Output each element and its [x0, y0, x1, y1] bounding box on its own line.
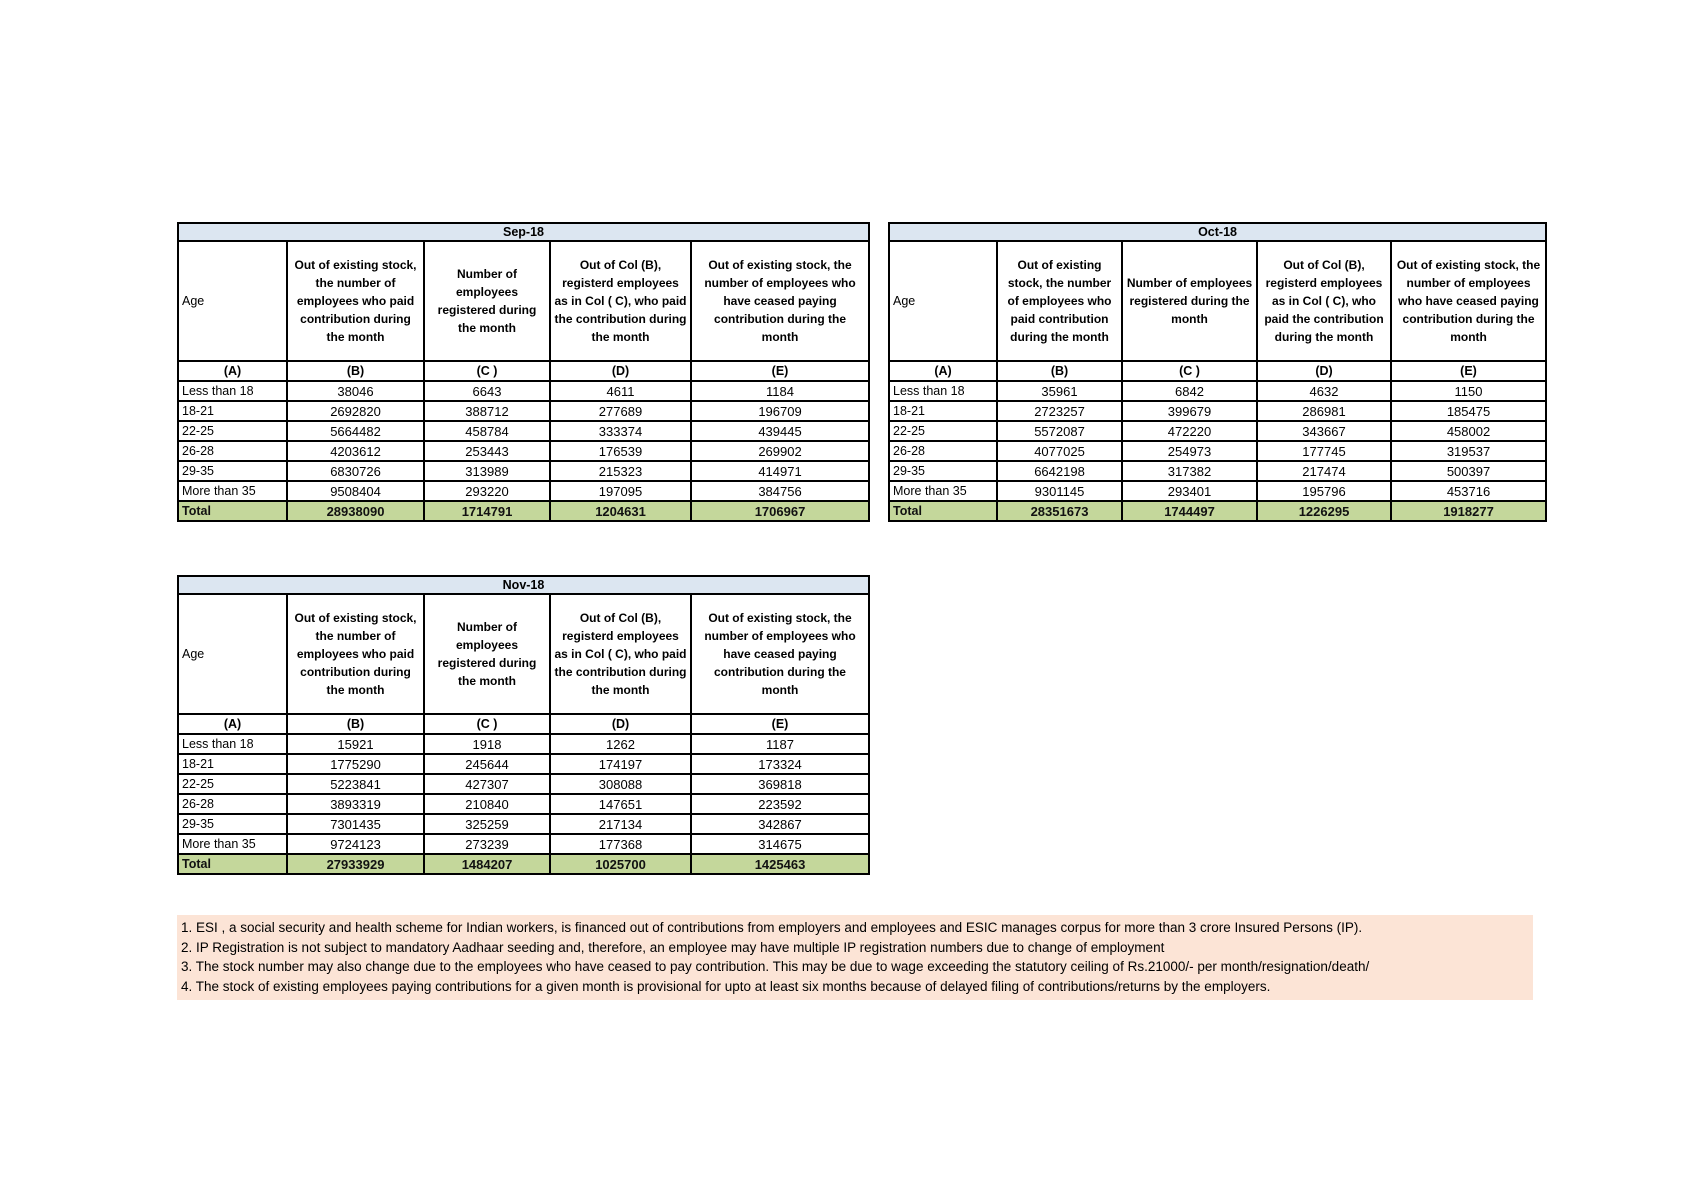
- total-cell: 1744497: [1122, 501, 1257, 521]
- value-cell: 173324: [691, 754, 869, 774]
- value-cell: 38046: [287, 381, 424, 401]
- value-cell: 9724123: [287, 834, 424, 854]
- age-cell: 18-21: [178, 754, 287, 774]
- value-cell: 176539: [550, 441, 691, 461]
- table-row: [178, 481, 869, 501]
- total-cell: 28938090: [287, 501, 424, 521]
- col-letter-b: (B): [287, 361, 424, 381]
- value-cell: 6642198: [997, 461, 1122, 481]
- value-cell: 217474: [1257, 461, 1391, 481]
- value-cell: 5572087: [997, 421, 1122, 441]
- value-cell: 414971: [691, 461, 869, 481]
- age-cell: More than 35: [178, 834, 287, 854]
- table-title: Nov-18: [178, 576, 869, 594]
- note-line-1: 1. ESI , a social security and health scheme for Indian workers, is financed out of contributions from employers and employees and ESIC manages corpus for more than 3 crore Insured Persons (IP).: [181, 920, 1363, 935]
- value-cell: 245644: [424, 754, 550, 774]
- table-row: [178, 421, 869, 441]
- col-letter-d: (D): [550, 361, 691, 381]
- col-letter-a: (A): [178, 361, 287, 381]
- note-line-2: 2. IP Registration is not subject to mandatory Aadhaar seeding and, therefore, an employee may have multiple IP registration numbers due to change of employment: [181, 939, 1165, 955]
- table-row: [178, 381, 869, 401]
- age-cell: 29-35: [178, 461, 287, 481]
- table-row: [889, 481, 1546, 501]
- value-cell: 215323: [550, 461, 691, 481]
- value-cell: 15921: [287, 734, 424, 754]
- value-cell: 325259: [424, 814, 550, 834]
- total-label: Total: [178, 501, 287, 521]
- value-cell: 313989: [424, 461, 550, 481]
- table-row: [889, 421, 1546, 441]
- col-letter-e: (E): [1391, 361, 1546, 381]
- value-cell: 35961: [997, 381, 1122, 401]
- col-letter-a: (A): [178, 714, 287, 734]
- col-header-c: Number of employees registered during the month: [424, 594, 550, 714]
- value-cell: 185475: [1391, 401, 1546, 421]
- total-cell: 1025700: [550, 854, 691, 874]
- value-cell: 293220: [424, 481, 550, 501]
- col-header-c: Number of employees registered during the month: [424, 241, 550, 361]
- value-cell: 174197: [550, 754, 691, 774]
- table-row: [178, 401, 869, 421]
- table-row: [889, 441, 1546, 461]
- age-cell: 18-21: [889, 401, 997, 421]
- value-cell: 9301145: [997, 481, 1122, 501]
- value-cell: 273239: [424, 834, 550, 854]
- value-cell: 197095: [550, 481, 691, 501]
- age-cell: 18-21: [178, 401, 287, 421]
- value-cell: 223592: [691, 794, 869, 814]
- value-cell: 5223841: [287, 774, 424, 794]
- age-cell: Less than 18: [178, 381, 287, 401]
- age-cell: 29-35: [889, 461, 997, 481]
- col-header-age: Age: [178, 241, 287, 361]
- age-cell: More than 35: [178, 481, 287, 501]
- col-header-b: Out of existing stock, the number of employees who paid contribution during the month: [287, 594, 424, 714]
- table-row: [178, 441, 869, 461]
- value-cell: 6643: [424, 381, 550, 401]
- age-cell: 29-35: [178, 814, 287, 834]
- value-cell: 253443: [424, 441, 550, 461]
- value-cell: 319537: [1391, 441, 1546, 461]
- total-cell: 1226295: [1257, 501, 1391, 521]
- total-label: Total: [889, 501, 997, 521]
- table-row: [178, 734, 869, 754]
- value-cell: 293401: [1122, 481, 1257, 501]
- age-cell: Less than 18: [889, 381, 997, 401]
- table-row: [889, 461, 1546, 481]
- col-letter-e: (E): [691, 361, 869, 381]
- value-cell: 4077025: [997, 441, 1122, 461]
- col-header-c: Number of employees registered during the month: [1122, 241, 1257, 361]
- value-cell: 388712: [424, 401, 550, 421]
- sep-18-table: [177, 222, 870, 522]
- total-row: [889, 501, 1546, 521]
- value-cell: 2692820: [287, 401, 424, 421]
- value-cell: 1262: [550, 734, 691, 754]
- value-cell: 472220: [1122, 421, 1257, 441]
- note-line-3: 3. The stock number may also change due to the employees who have ceased to pay contribution. This may be due to wage exceeding the statutory ceiling of Rs.21000/- per month/resignation/death/: [181, 959, 1370, 974]
- col-header-d: Out of Col (B), registerd employees as in Col ( C), who paid the contribution during the month: [1257, 241, 1391, 361]
- col-header-d: Out of Col (B), registerd employees as in Col ( C), who paid the contribution during the month: [550, 241, 691, 361]
- col-header-b: Out of existing stock, the number of employees who paid contribution during the month: [997, 241, 1122, 361]
- value-cell: 308088: [550, 774, 691, 794]
- table-title: Sep-18: [178, 223, 869, 241]
- column-letter-row: [178, 361, 869, 381]
- col-header-e: Out of existing stock, the number of employees who have ceased paying contribution during the month: [691, 241, 869, 361]
- col-header-e: Out of existing stock, the number of employees who have ceased paying contribution during the month: [691, 594, 869, 714]
- table-row: [178, 774, 869, 794]
- nov-18-table: [177, 575, 870, 875]
- col-letter-c: (C ): [424, 714, 550, 734]
- value-cell: 1775290: [287, 754, 424, 774]
- value-cell: 342867: [691, 814, 869, 834]
- value-cell: 500397: [1391, 461, 1546, 481]
- value-cell: 6830726: [287, 461, 424, 481]
- value-cell: 439445: [691, 421, 869, 441]
- value-cell: 217134: [550, 814, 691, 834]
- table-row: [178, 461, 869, 481]
- value-cell: 7301435: [287, 814, 424, 834]
- total-cell: 1425463: [691, 854, 869, 874]
- value-cell: 4203612: [287, 441, 424, 461]
- value-cell: 269902: [691, 441, 869, 461]
- value-cell: 399679: [1122, 401, 1257, 421]
- value-cell: 4611: [550, 381, 691, 401]
- value-cell: 1184: [691, 381, 869, 401]
- total-cell: 1714791: [424, 501, 550, 521]
- oct-18-table: [888, 222, 1547, 522]
- column-letter-row: [889, 361, 1546, 381]
- total-row: [178, 501, 869, 521]
- total-row: [178, 854, 869, 874]
- value-cell: 196709: [691, 401, 869, 421]
- total-cell: 27933929: [287, 854, 424, 874]
- col-header-b: Out of existing stock, the number of employees who paid contribution during the month: [287, 241, 424, 361]
- col-header-age: Age: [889, 241, 997, 361]
- total-cell: 1918277: [1391, 501, 1546, 521]
- value-cell: 458784: [424, 421, 550, 441]
- table-title: Oct-18: [889, 223, 1546, 241]
- value-cell: 286981: [1257, 401, 1391, 421]
- age-cell: 26-28: [178, 794, 287, 814]
- age-cell: 22-25: [889, 421, 997, 441]
- col-letter-d: (D): [1257, 361, 1391, 381]
- col-letter-b: (B): [287, 714, 424, 734]
- value-cell: 384756: [691, 481, 869, 501]
- age-cell: More than 35: [889, 481, 997, 501]
- col-header-e: Out of existing stock, the number of employees who have ceased paying contribution during the month: [1391, 241, 1546, 361]
- value-cell: 195796: [1257, 481, 1391, 501]
- age-cell: 22-25: [178, 774, 287, 794]
- age-cell: 26-28: [889, 441, 997, 461]
- value-cell: 177368: [550, 834, 691, 854]
- value-cell: 453716: [1391, 481, 1546, 501]
- value-cell: 277689: [550, 401, 691, 421]
- value-cell: 4632: [1257, 381, 1391, 401]
- total-cell: 1204631: [550, 501, 691, 521]
- column-letter-row: [178, 714, 869, 734]
- value-cell: 2723257: [997, 401, 1122, 421]
- value-cell: 254973: [1122, 441, 1257, 461]
- col-letter-a: (A): [889, 361, 997, 381]
- table-row: [178, 834, 869, 854]
- col-letter-e: (E): [691, 714, 869, 734]
- value-cell: 177745: [1257, 441, 1391, 461]
- value-cell: 369818: [691, 774, 869, 794]
- col-header-age: Age: [178, 594, 287, 714]
- table-row: [889, 381, 1546, 401]
- col-letter-d: (D): [550, 714, 691, 734]
- table-row: [178, 794, 869, 814]
- col-header-d: Out of Col (B), registerd employees as in Col ( C), who paid the contribution during the month: [550, 594, 691, 714]
- value-cell: 147651: [550, 794, 691, 814]
- value-cell: 1918: [424, 734, 550, 754]
- col-letter-b: (B): [997, 361, 1122, 381]
- value-cell: 317382: [1122, 461, 1257, 481]
- value-cell: 1150: [1391, 381, 1546, 401]
- age-cell: 26-28: [178, 441, 287, 461]
- value-cell: 6842: [1122, 381, 1257, 401]
- value-cell: 458002: [1391, 421, 1546, 441]
- total-cell: 1706967: [691, 501, 869, 521]
- value-cell: 5664482: [287, 421, 424, 441]
- value-cell: 333374: [550, 421, 691, 441]
- table-row: [889, 401, 1546, 421]
- age-cell: 22-25: [178, 421, 287, 441]
- value-cell: 314675: [691, 834, 869, 854]
- total-label: Total: [178, 854, 287, 874]
- col-letter-c: (C ): [424, 361, 550, 381]
- value-cell: 427307: [424, 774, 550, 794]
- col-letter-c: (C ): [1122, 361, 1257, 381]
- total-cell: 1484207: [424, 854, 550, 874]
- footnotes-block: [177, 915, 1533, 1000]
- value-cell: 3893319: [287, 794, 424, 814]
- value-cell: 9508404: [287, 481, 424, 501]
- value-cell: 343667: [1257, 421, 1391, 441]
- table-row: [178, 814, 869, 834]
- table-row: [178, 754, 869, 774]
- note-line-4: 4. The stock of existing employees paying contributions for a given month is provisional for upto at least six months because of delayed filing of contributions/returns by the employers.: [181, 978, 1271, 994]
- value-cell: 1187: [691, 734, 869, 754]
- value-cell: 210840: [424, 794, 550, 814]
- total-cell: 28351673: [997, 501, 1122, 521]
- age-cell: Less than 18: [178, 734, 287, 754]
